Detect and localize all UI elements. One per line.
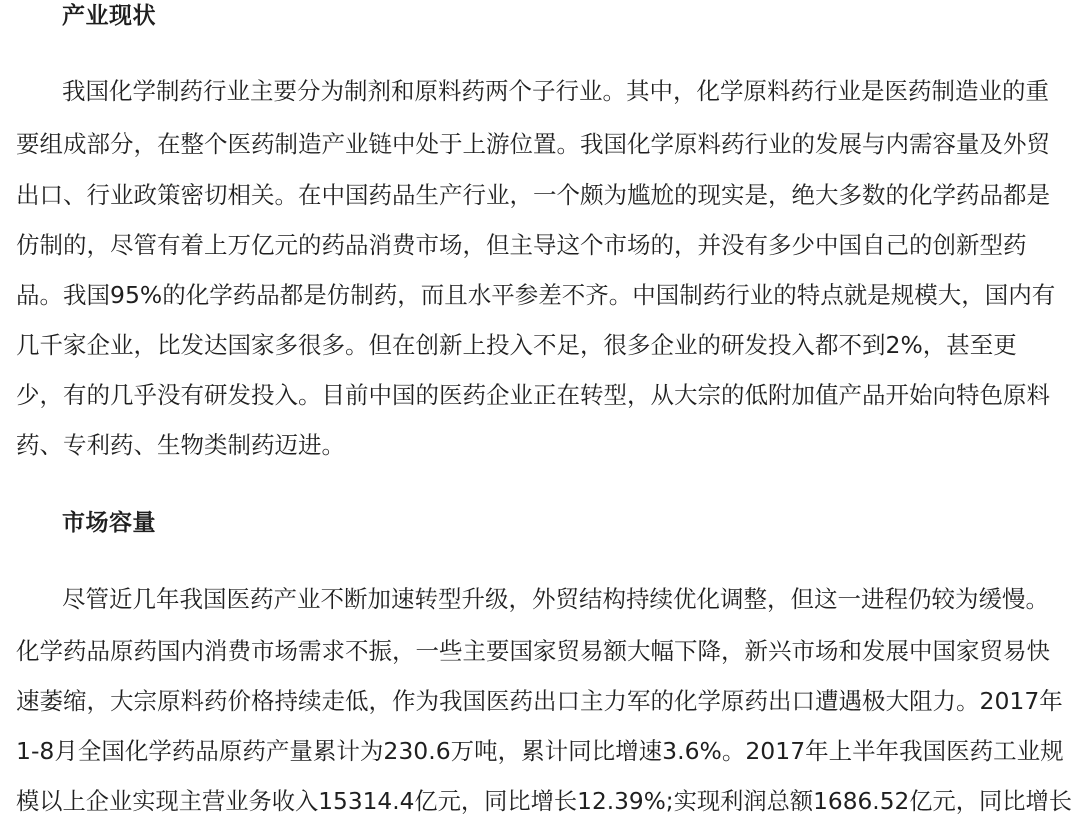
paragraph-line: 仿制的，尽管有着上万亿元的药品消费市场，但主导这个市场的，并没有多少中国自己的创新型药 (16, 231, 1027, 259)
section-heading: 市场容量 (62, 510, 156, 536)
paragraph-line: 尽管近几年我国医药产业不断加速转型升级，外贸结构持续优化调整，但这一进程仍较为缓慢。 (62, 585, 1049, 613)
paragraph-line: 模以上企业实现主营业务收入15314.4亿元，同比增长12.39%;实现利润总额1686.52亿元，同比增长 (16, 788, 1073, 815)
paragraph-line: 化学药品原药国内消费市场需求不振，一些主要国家贸易额大幅下降，新兴市场和发展中国家贸易快 (16, 637, 1050, 665)
paragraph-line: 品。我国95%的化学药品都是仿制药，而且水平参差不齐。中国制药行业的特点就是规模大，国内有 (16, 281, 1056, 309)
section-heading: 产业现状 (62, 3, 156, 29)
paragraph-line: 少，有的几乎没有研发投入。目前中国的医药企业正在转型，从大宗的低附加值产品开始向特色原料 (16, 381, 1050, 409)
paragraph-line: 1-8月全国化学药品原药产量累计为230.6万吨，累计同比增速3.6%。2017年上半年我国医药工业规 (16, 737, 1064, 765)
paragraph-line: 速萎缩，大宗原料药价格持续走低，作为我国医药出口主力军的化学原药出口遭遇极大阻力。2017年 (16, 687, 1063, 715)
paragraph-line: 几千家企业，比发达国家多很多。但在创新上投入不足，很多企业的研发投入都不到2%，甚至更 (16, 331, 1017, 359)
paragraph-line: 要组成部分，在整个医药制造产业链中处于上游位置。我国化学原料药行业的发展与内需容量及外贸 (16, 130, 1050, 158)
paragraph-line: 我国化学制药行业主要分为制剂和原料药两个子行业。其中，化学原料药行业是医药制造业的重 (62, 77, 1049, 105)
paragraph-line: 出口、行业政策密切相关。在中国药品生产行业，一个颇为尴尬的现实是，绝大多数的化学药品都是 (16, 181, 1050, 209)
paragraph-line: 药、专利药、生物类制药迈进。 (16, 431, 345, 459)
